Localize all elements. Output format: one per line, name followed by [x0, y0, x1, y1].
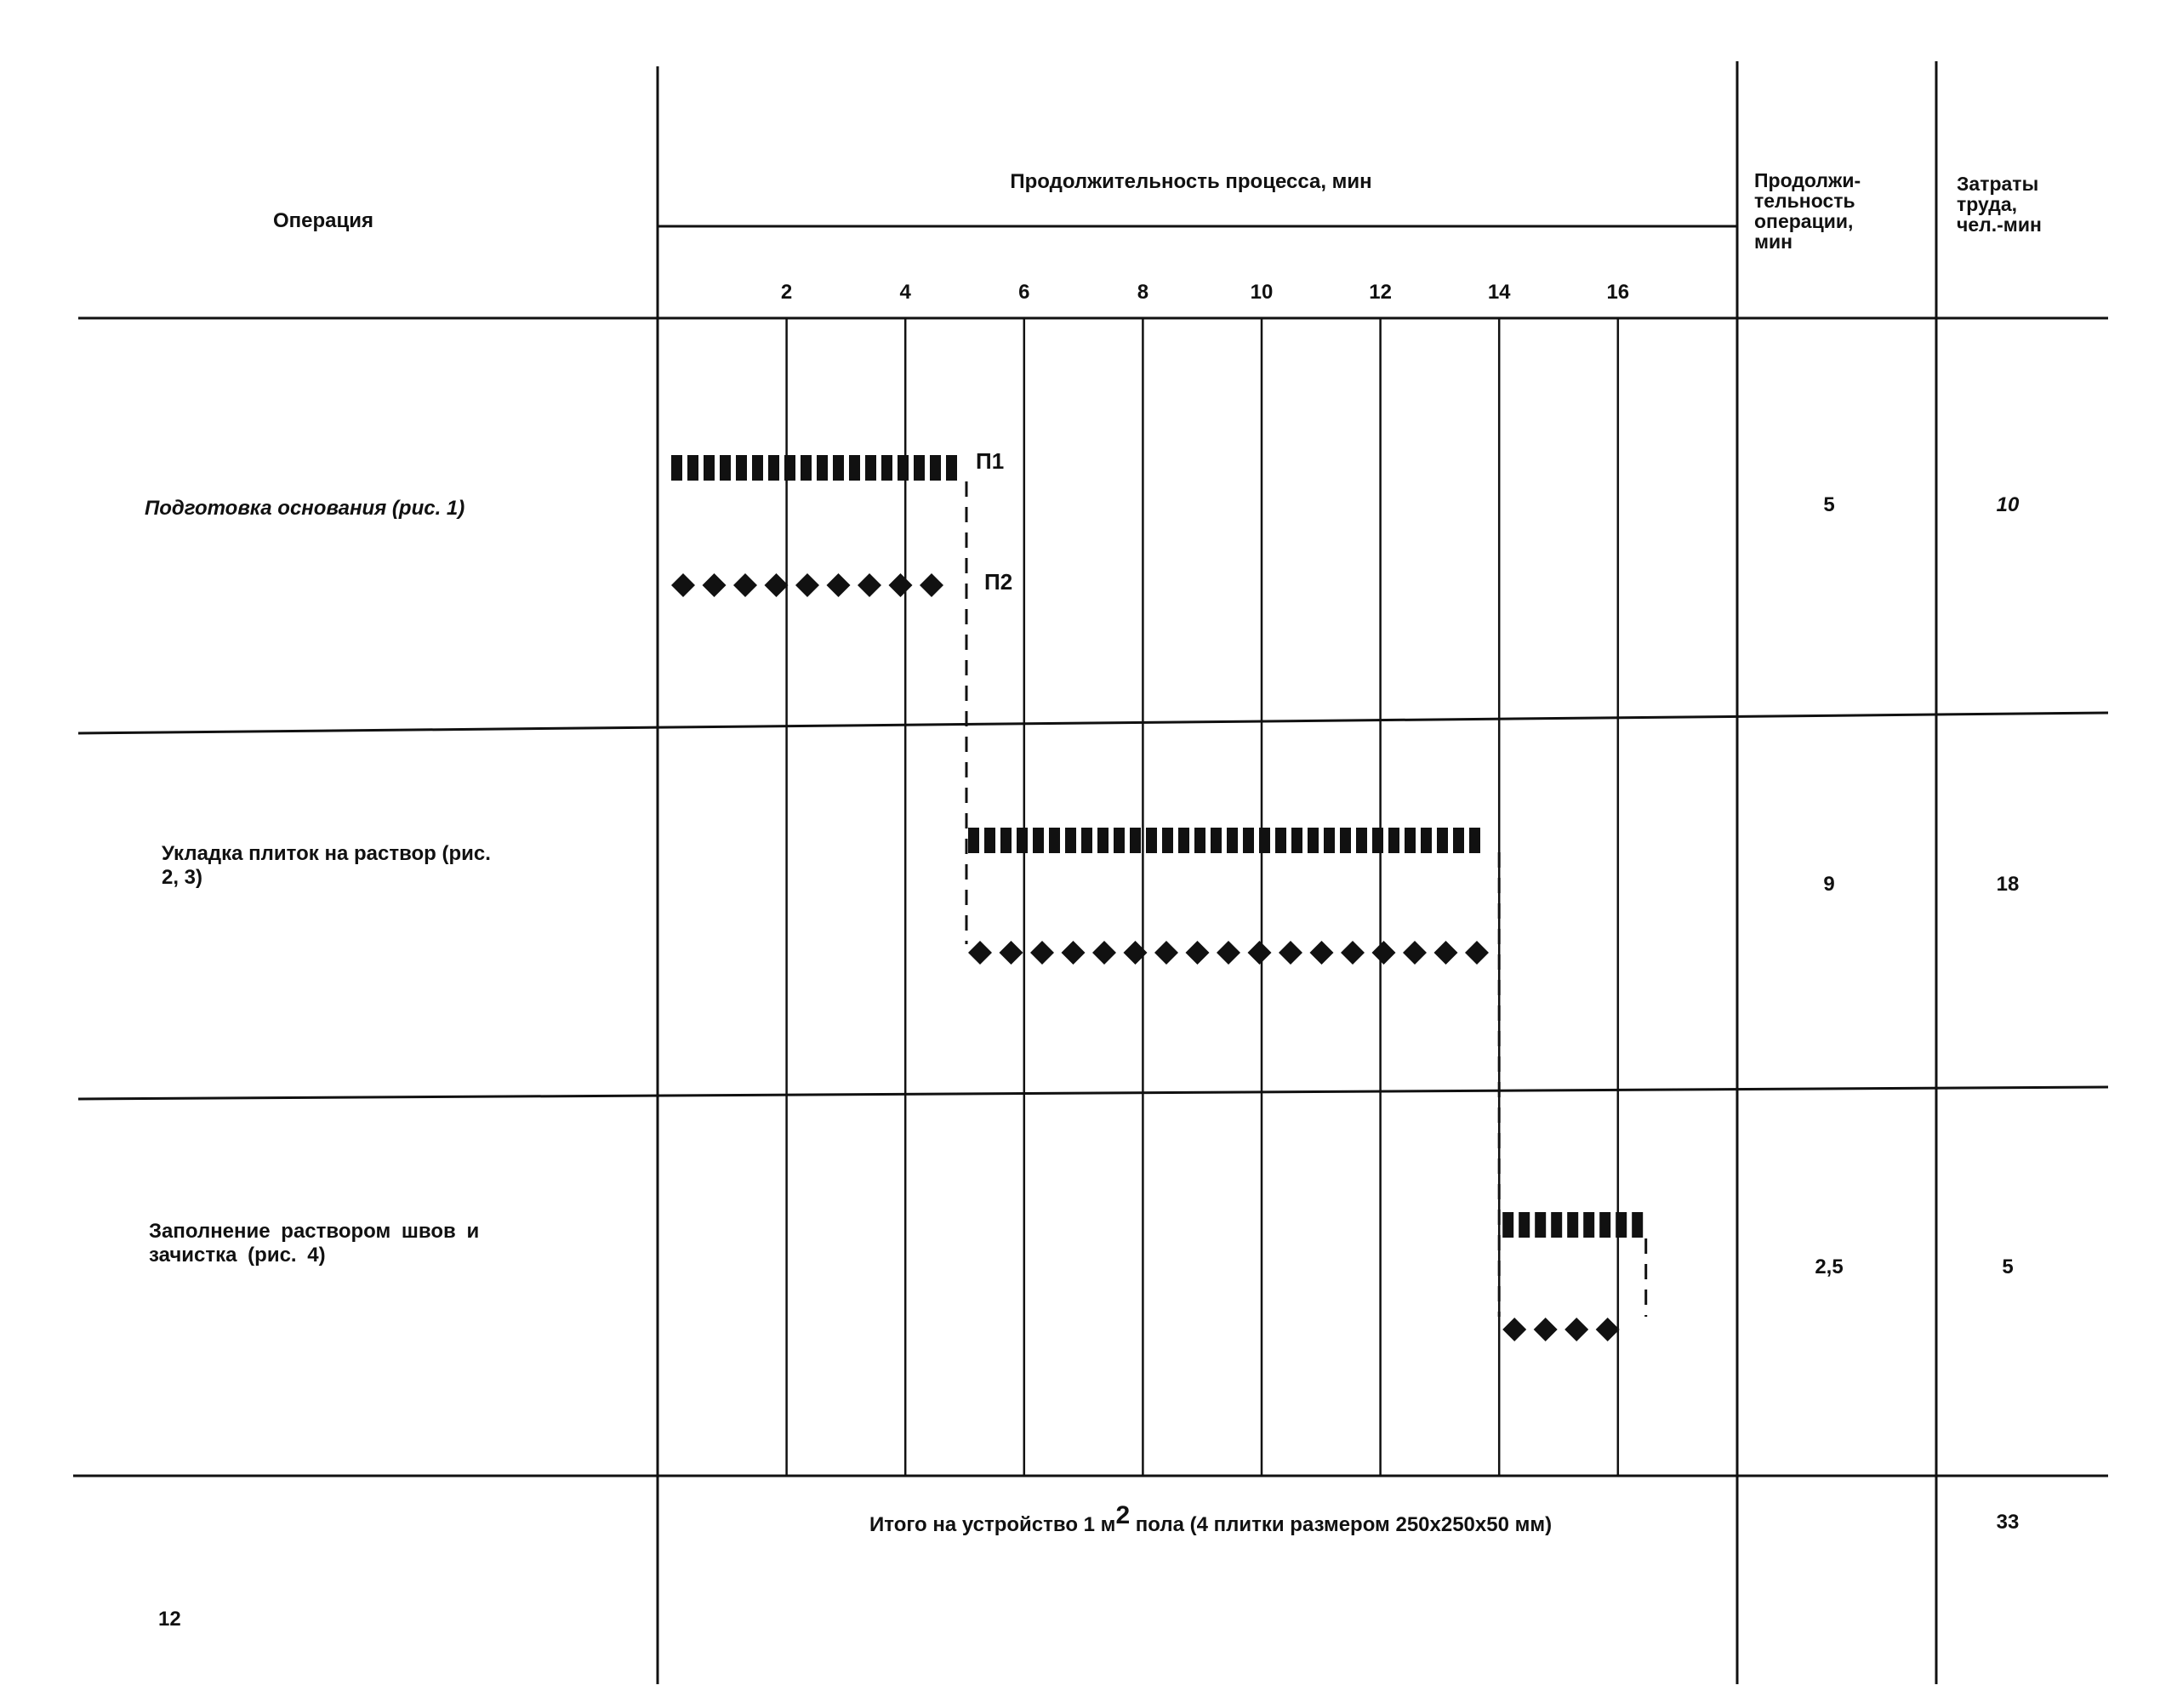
gantt-diamond-1-8 — [920, 573, 943, 597]
gantt-bar-segment-2-29 — [1437, 828, 1448, 853]
gantt-bars — [671, 455, 1643, 1341]
time-tick-label-12: 12 — [1369, 281, 1392, 304]
gantt-diamond-1-2 — [733, 573, 757, 597]
gantt-bar-segment-4-7 — [1616, 1212, 1627, 1238]
gantt-bar-segment-4-2 — [1535, 1212, 1546, 1238]
row-3-duration: 2,5 — [1815, 1255, 1844, 1278]
page-number: 12 — [158, 1608, 181, 1631]
gantt-bar-segment-0-15 — [914, 455, 925, 481]
total-label — [869, 1501, 1729, 1537]
gantt-bar-segment-4-0 — [1502, 1212, 1513, 1238]
gantt-bar-segment-0-5 — [752, 455, 763, 481]
gantt-bar-segment-2-10 — [1130, 828, 1141, 853]
gantt-bar-segment-2-8 — [1097, 828, 1108, 853]
gantt-bar-segment-2-1 — [984, 828, 995, 853]
worker-label-p2: П2 — [984, 569, 1013, 595]
gantt-bar-segment-2-12 — [1162, 828, 1173, 853]
header-process-duration: Продолжительность процесса, мин — [1010, 170, 1372, 193]
gantt-bar-segment-2-16 — [1227, 828, 1238, 853]
gantt-bar-segment-4-3 — [1551, 1212, 1562, 1238]
gantt-diamond-3-7 — [1186, 941, 1210, 965]
gantt-diamond-3-15 — [1434, 941, 1458, 965]
header-labor-costs: Затраты труда, чел.-мин — [1957, 173, 2042, 236]
gantt-bar-segment-0-11 — [849, 455, 860, 481]
gantt-diamond-5-1 — [1534, 1318, 1558, 1341]
gantt-bar-segment-4-4 — [1567, 1212, 1578, 1238]
gantt-bar-segment-4-5 — [1583, 1212, 1594, 1238]
gantt-diamond-3-16 — [1465, 941, 1489, 965]
worker-label-p1: П1 — [976, 448, 1005, 474]
gantt-bar-segment-2-23 — [1340, 828, 1351, 853]
gantt-diamond-3-14 — [1403, 941, 1427, 965]
gantt-diamond-3-11 — [1310, 941, 1334, 965]
gantt-bar-segment-0-1 — [687, 455, 698, 481]
gantt-diamond-3-0 — [968, 941, 992, 965]
gantt-bar-segment-2-14 — [1194, 828, 1205, 853]
gantt-bar-segment-0-4 — [736, 455, 747, 481]
gantt-bar-segment-2-0 — [968, 828, 979, 853]
gantt-bar-segment-2-11 — [1146, 828, 1157, 853]
gantt-bar-segment-2-20 — [1291, 828, 1302, 853]
total-label-before: Итого на устройство 1 м — [869, 1513, 1116, 1536]
gantt-diamond-1-5 — [827, 573, 851, 597]
row-1-bottom-line — [78, 713, 2108, 733]
gantt-bar-segment-2-4 — [1033, 828, 1044, 853]
header-operation-duration: Продолжи- тельность операции, мин — [1754, 169, 1861, 253]
dependency-dashes — [966, 481, 1646, 1317]
time-tick-label-10: 10 — [1250, 281, 1274, 304]
gantt-bar-segment-2-26 — [1388, 828, 1399, 853]
gantt-bar-segment-0-8 — [801, 455, 812, 481]
gantt-diamond-3-6 — [1154, 941, 1178, 965]
row-1-duration: 5 — [1823, 493, 1835, 516]
time-tick-label-6: 6 — [1018, 281, 1030, 304]
gantt-diamond-5-3 — [1596, 1318, 1620, 1341]
gantt-bar-segment-2-28 — [1421, 828, 1432, 853]
total-label-superscript: 2 — [1115, 1501, 1131, 1529]
gantt-diamond-3-1 — [1000, 941, 1023, 965]
gantt-bar-segment-2-7 — [1081, 828, 1092, 853]
gantt-diamond-1-3 — [765, 573, 789, 597]
gantt-bar-segment-4-1 — [1519, 1212, 1530, 1238]
gantt-diamond-5-2 — [1564, 1318, 1588, 1341]
gantt-diamond-3-13 — [1372, 941, 1396, 965]
row-3-operation: Заполнение раствором швов и зачистка (рис. 4) — [149, 1220, 480, 1267]
row-2-duration: 9 — [1823, 873, 1835, 896]
gantt-diamond-1-7 — [889, 573, 913, 597]
gantt-bar-segment-2-30 — [1453, 828, 1464, 853]
row-1-operation: Подготовка основания (рис. 1) — [145, 497, 465, 520]
gantt-bar-segment-0-9 — [817, 455, 828, 481]
row-2-bottom-line — [78, 1087, 2108, 1099]
time-tick-label-2: 2 — [780, 281, 793, 304]
gantt-diamond-1-6 — [858, 573, 881, 597]
gantt-bar-segment-2-22 — [1324, 828, 1335, 853]
gantt-diamond-3-4 — [1092, 941, 1116, 965]
gantt-bar-segment-2-27 — [1405, 828, 1416, 853]
gantt-diamond-3-9 — [1248, 941, 1272, 965]
gantt-diamond-3-12 — [1341, 941, 1365, 965]
gantt-bar-segment-2-31 — [1469, 828, 1480, 853]
gantt-diamond-3-8 — [1217, 941, 1240, 965]
time-tick-label-14: 14 — [1487, 281, 1511, 304]
gantt-bar-segment-0-7 — [784, 455, 795, 481]
header-operation: Операция — [272, 209, 374, 232]
gantt-diamond-1-0 — [671, 573, 695, 597]
total-labor: 33 — [1996, 1511, 2020, 1534]
gantt-bar-segment-2-25 — [1372, 828, 1383, 853]
row-2-operation: Укладка плиток на раствор (рис. 2, 3) — [162, 842, 491, 889]
gantt-bar-segment-2-19 — [1275, 828, 1286, 853]
gantt-bar-segment-2-18 — [1259, 828, 1270, 853]
gantt-diamond-5-0 — [1502, 1318, 1526, 1341]
gantt-bar-segment-2-13 — [1178, 828, 1189, 853]
gantt-bar-segment-0-6 — [768, 455, 779, 481]
row-1-labor: 10 — [1996, 493, 2020, 516]
time-tick-label-8: 8 — [1137, 281, 1149, 304]
total-label-after: пола (4 плитки размером 250x250x50 мм) — [1130, 1513, 1553, 1536]
gantt-diamond-3-2 — [1030, 941, 1054, 965]
time-tick-label-4: 4 — [899, 281, 911, 304]
gantt-bar-segment-0-10 — [833, 455, 844, 481]
gantt-bar-segment-0-16 — [930, 455, 941, 481]
row-3-labor: 5 — [2002, 1255, 2014, 1278]
gantt-bar-segment-0-12 — [865, 455, 876, 481]
gantt-bar-segment-4-8 — [1632, 1212, 1643, 1238]
gantt-bar-segment-0-14 — [898, 455, 909, 481]
gantt-diamond-1-1 — [703, 573, 727, 597]
time-grid-lines — [787, 318, 1618, 1476]
gantt-bar-segment-2-6 — [1065, 828, 1076, 853]
gantt-diamond-1-4 — [795, 573, 819, 597]
gantt-bar-segment-2-21 — [1308, 828, 1319, 853]
gantt-diamond-3-3 — [1062, 941, 1086, 965]
gantt-bar-segment-2-24 — [1356, 828, 1367, 853]
time-tick-label-16: 16 — [1606, 281, 1630, 304]
gantt-bar-segment-0-2 — [704, 455, 715, 481]
gantt-diamond-3-10 — [1279, 941, 1302, 965]
gantt-bar-segment-0-17 — [946, 455, 957, 481]
gantt-bar-segment-0-3 — [720, 455, 731, 481]
gantt-bar-segment-2-3 — [1017, 828, 1028, 853]
gantt-bar-segment-2-9 — [1114, 828, 1125, 853]
gantt-bar-segment-2-15 — [1211, 828, 1222, 853]
gantt-bar-segment-2-5 — [1049, 828, 1060, 853]
gantt-bar-segment-2-2 — [1000, 828, 1012, 853]
gantt-bar-segment-4-6 — [1599, 1212, 1610, 1238]
gantt-bar-segment-2-17 — [1243, 828, 1254, 853]
gantt-bar-segment-0-13 — [881, 455, 892, 481]
row-2-labor: 18 — [1996, 873, 2020, 896]
gantt-bar-segment-0-0 — [671, 455, 682, 481]
